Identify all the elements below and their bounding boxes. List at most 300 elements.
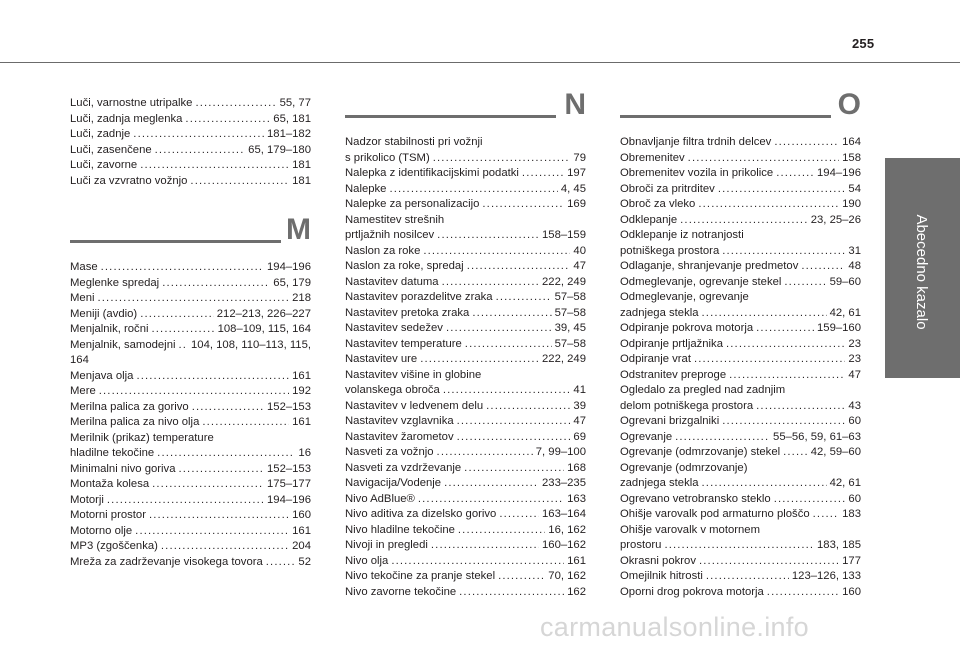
dot-leader bbox=[442, 275, 539, 291]
index-entry bbox=[345, 244, 586, 260]
index-entry bbox=[345, 197, 586, 213]
index-column-3 bbox=[620, 88, 861, 600]
dot-leader bbox=[98, 291, 290, 307]
index-entry bbox=[345, 445, 586, 461]
index-entry-term: Omejilnik hitrosti bbox=[620, 570, 703, 582]
index-entry-pages: 160 bbox=[292, 509, 311, 521]
index-entry-pages: 69 bbox=[573, 430, 586, 443]
index-entry bbox=[620, 507, 861, 523]
dot-leader bbox=[101, 260, 264, 276]
index-entry-pages: 158 bbox=[842, 151, 861, 164]
index-entry-pages: 65, 181 bbox=[273, 112, 311, 125]
index-entry-term: zadnjega stekla bbox=[620, 477, 699, 489]
dot-leader bbox=[694, 352, 845, 368]
index-entry-first-line: Odklepanje iz notranjosti bbox=[620, 229, 744, 241]
index-entry-pages: 65, 179–180 bbox=[248, 143, 311, 156]
index-entry-pages: 54 bbox=[848, 182, 861, 195]
dot-leader bbox=[190, 174, 289, 190]
index-entry-term: Nivo olja bbox=[345, 554, 389, 567]
index-entry bbox=[620, 259, 861, 275]
dot-leader bbox=[457, 414, 571, 430]
index-entry bbox=[70, 524, 311, 540]
index-entry-term: Ogrevanje (odmrzovanje) stekel bbox=[620, 446, 781, 458]
index-entry-term: Ogrevano vetrobransko steklo bbox=[620, 492, 771, 505]
dot-leader bbox=[202, 415, 289, 431]
index-entry bbox=[70, 539, 311, 555]
dot-leader bbox=[195, 96, 276, 112]
index-entry bbox=[70, 158, 311, 174]
dot-leader bbox=[722, 244, 845, 260]
index-entry-term: Ohišje varovalk pod armaturno ploščo bbox=[620, 508, 810, 520]
index-entry-pages: 159–160 bbox=[817, 322, 861, 334]
index-entry bbox=[345, 213, 586, 244]
index-entry bbox=[70, 260, 311, 276]
index-entry bbox=[345, 321, 586, 337]
index-entry-pages: 16, 162 bbox=[548, 523, 586, 536]
dot-leader bbox=[266, 555, 296, 571]
dot-leader bbox=[698, 197, 839, 213]
index-entry-pages: 175–177 bbox=[267, 478, 311, 490]
index-entry-pages: 52 bbox=[298, 555, 311, 568]
index-entry-term: Okrasni pokrov bbox=[620, 554, 696, 567]
index-entry-pages: 23, 25–26 bbox=[810, 213, 861, 226]
index-entry bbox=[620, 383, 861, 414]
dot-leader bbox=[420, 352, 539, 368]
index-column-1 bbox=[70, 96, 311, 570]
dot-leader bbox=[813, 507, 840, 523]
index-entry-pages: 212–213, 226–227 bbox=[216, 307, 311, 320]
index-entry-term: Mreža za zadrževanje visokega tovora bbox=[70, 555, 263, 568]
dot-leader bbox=[767, 585, 839, 601]
index-entry-term: Odpiranje vrat bbox=[620, 353, 691, 365]
index-entry-term: Nastavitev sedežev bbox=[345, 322, 443, 334]
index-entry-pages: 108–109, 115, 164 bbox=[217, 323, 311, 335]
index-entry-term: Meniji (avdio) bbox=[70, 307, 138, 320]
index-entry-term: Motorni prostor bbox=[70, 509, 146, 521]
index-entry bbox=[70, 143, 311, 159]
index-entry bbox=[345, 306, 586, 322]
index-entry bbox=[70, 174, 311, 190]
dot-leader bbox=[756, 321, 814, 337]
index-entry-pages: 161 bbox=[292, 416, 311, 428]
index-entry bbox=[345, 476, 586, 492]
dot-leader bbox=[133, 127, 264, 143]
dot-leader bbox=[99, 384, 289, 400]
dot-leader bbox=[465, 337, 552, 353]
index-entry-pages: 162 bbox=[567, 585, 586, 598]
dot-leader bbox=[776, 166, 814, 182]
index-entry-term: Nastavitev datuma bbox=[345, 275, 439, 288]
index-entry-term: Oporni drog pokrova motorja bbox=[620, 585, 764, 598]
dot-leader bbox=[443, 383, 571, 399]
index-entry-term: Merilna palica za gorivo bbox=[70, 400, 189, 413]
index-entry bbox=[345, 135, 586, 166]
dot-leader bbox=[185, 112, 270, 128]
dot-leader bbox=[472, 306, 551, 322]
index-entry-pages: 60 bbox=[848, 415, 861, 427]
index-entry-pages: 16 bbox=[298, 447, 311, 459]
dot-leader bbox=[135, 524, 289, 540]
index-entry-term: Montaža kolesa bbox=[70, 478, 150, 490]
dot-leader bbox=[431, 538, 539, 554]
index-entry-term: Menjalnik, samodejni bbox=[70, 338, 176, 351]
dot-leader bbox=[152, 477, 264, 493]
index-entry-pages: 70, 162 bbox=[548, 570, 586, 582]
dot-leader bbox=[702, 476, 827, 492]
index-entry-first-line: Namestitev strešnih bbox=[345, 213, 445, 226]
index-entry-term: Menjalnik, ročni bbox=[70, 323, 149, 335]
index-entry-pages: 39 bbox=[573, 399, 586, 412]
dot-leader bbox=[423, 244, 570, 260]
index-entry-term: Nastavitev žarometov bbox=[345, 430, 454, 443]
index-entry-term: Odpiranje pokrova motorja bbox=[620, 322, 754, 334]
index-entry-pages: 7, 99–100 bbox=[535, 446, 586, 458]
index-entry-pages: 65, 179 bbox=[273, 276, 311, 289]
index-entry bbox=[620, 151, 861, 167]
index-entry-pages: 57–58 bbox=[554, 337, 586, 350]
index-entry-pages: 161 bbox=[292, 369, 311, 382]
index-entry-term: Obroči za pritrditev bbox=[620, 182, 715, 195]
index-entry-pages: 192 bbox=[292, 385, 311, 397]
index-entry bbox=[70, 508, 311, 524]
index-entry-term: Naslon za roke bbox=[345, 244, 421, 257]
index-entry-pages: 47 bbox=[573, 260, 586, 272]
index-entry-term: Luči, zadnje bbox=[70, 128, 131, 140]
index-entry bbox=[70, 384, 311, 400]
index-entry-pages: 31 bbox=[848, 244, 861, 257]
index-entry-pages: 43 bbox=[848, 399, 861, 412]
index-entry-pages: 42, 61 bbox=[829, 477, 861, 489]
index-entry-pages: 163 bbox=[567, 492, 586, 505]
dot-leader bbox=[498, 569, 545, 585]
index-entry-term: delom potniškega prostora bbox=[620, 399, 754, 412]
index-entry-first-line: Merilnik (prikaz) temperature bbox=[70, 431, 214, 444]
index-entry-pages: 222, 249 bbox=[542, 353, 586, 365]
dot-leader bbox=[464, 461, 564, 477]
index-entry-first-line: Ogrevanje (odmrzovanje) bbox=[620, 461, 748, 474]
index-entry-term: Obremenitev bbox=[620, 151, 685, 164]
index-entry-pages: 59–60 bbox=[829, 275, 861, 288]
dot-leader bbox=[140, 307, 214, 323]
index-entry-pages: 183, 185 bbox=[817, 539, 861, 551]
dot-leader bbox=[467, 259, 571, 275]
page-number: 255 bbox=[852, 36, 875, 51]
index-entry bbox=[70, 112, 311, 128]
index-entry bbox=[620, 182, 861, 198]
index-entry-term: volanskega obroča bbox=[345, 384, 440, 396]
index-entry-pages: 55–56, 59, 61–63 bbox=[773, 430, 861, 443]
index-entry bbox=[620, 275, 861, 291]
index-entry-pages: 123–126, 133 bbox=[791, 570, 861, 582]
index-entry bbox=[620, 290, 861, 321]
index-entry-term: Nivo hladilne tekočine bbox=[345, 523, 455, 536]
dot-leader bbox=[801, 259, 845, 275]
index-group-o bbox=[620, 88, 861, 600]
index-entry-term: Navigacija/Vodenje bbox=[345, 477, 442, 489]
index-entry-first-line: Nadzor stabilnosti pri vožnji bbox=[345, 136, 483, 148]
dot-leader bbox=[756, 399, 845, 415]
index-entry-term: Naslon za roke, spredaj bbox=[345, 260, 464, 272]
letter-header-letter: O bbox=[837, 88, 861, 121]
dot-leader bbox=[418, 492, 564, 508]
index-entry-term: Nasveti za vzdrževanje bbox=[345, 461, 462, 474]
index-entry-term: zadnjega stekla bbox=[620, 306, 699, 319]
index-entry-pages: 160 bbox=[842, 585, 861, 598]
index-entry bbox=[70, 291, 311, 307]
index-entry-pages: 39, 45 bbox=[554, 322, 586, 334]
dot-leader bbox=[459, 585, 564, 601]
index-entry-pages: 55, 77 bbox=[279, 97, 311, 109]
index-entry-term: Nivo zavorne tekočine bbox=[345, 585, 457, 598]
dot-leader bbox=[706, 569, 789, 585]
index-entry bbox=[70, 493, 311, 509]
index-entry-term: Nalepka z identifikacijskimi podatki bbox=[345, 167, 519, 179]
index-entry-term: Luči, zadnja meglenka bbox=[70, 112, 183, 125]
index-entry bbox=[620, 430, 861, 446]
index-entry bbox=[345, 182, 586, 198]
dot-leader bbox=[699, 554, 839, 570]
index-entry bbox=[345, 538, 586, 554]
index-entry bbox=[345, 368, 586, 399]
index-entry-term: Meglenke spredaj bbox=[70, 276, 160, 289]
index-entry bbox=[620, 414, 861, 430]
index-entry-term: Meni bbox=[70, 292, 95, 304]
index-entry bbox=[620, 368, 861, 384]
index-entry-pages: 163–164 bbox=[542, 508, 586, 520]
dot-leader bbox=[151, 322, 214, 338]
index-entry-term: Nastavitev ure bbox=[345, 353, 418, 365]
index-entry-pages: 181 bbox=[292, 159, 311, 171]
index-entry-pages: 164 bbox=[842, 136, 861, 148]
index-entry-term: Merilna palica za nivo olja bbox=[70, 416, 200, 428]
dot-leader bbox=[444, 476, 539, 492]
dot-leader bbox=[389, 182, 557, 198]
dot-leader bbox=[496, 290, 552, 306]
index-entry-pages: 181 bbox=[292, 174, 311, 187]
index-entry-term: Nasveti za vožnjo bbox=[345, 446, 434, 458]
index-entry bbox=[345, 569, 586, 585]
dot-leader bbox=[680, 213, 808, 229]
dot-leader bbox=[179, 338, 189, 354]
index-entry bbox=[620, 213, 861, 229]
index-entry-pages: 181–182 bbox=[267, 128, 311, 140]
index-entry-pages: 42, 59–60 bbox=[810, 446, 861, 458]
letter-header bbox=[70, 213, 311, 258]
dot-leader bbox=[192, 400, 264, 416]
dot-leader bbox=[155, 143, 246, 159]
index-group-l bbox=[70, 96, 311, 189]
dot-leader bbox=[522, 166, 564, 182]
index-entry-pages: 152–153 bbox=[267, 462, 311, 475]
dot-leader bbox=[774, 135, 839, 151]
letter-header-rule bbox=[70, 240, 281, 243]
index-entry-pages: 222, 249 bbox=[542, 275, 586, 288]
index-entry-pages: 23 bbox=[848, 353, 861, 365]
index-entry bbox=[620, 228, 861, 259]
dot-leader bbox=[437, 228, 539, 244]
index-entry bbox=[345, 492, 586, 508]
index-entry-term: Nivoji in pregledi bbox=[345, 539, 428, 551]
dot-leader bbox=[107, 493, 264, 509]
index-entry-term: Ogrevanje bbox=[620, 430, 673, 443]
index-entry bbox=[345, 523, 586, 539]
index-entry bbox=[345, 275, 586, 291]
letter-header-rule bbox=[345, 115, 556, 118]
index-entry-term: Nivo tekočine za pranje stekel bbox=[345, 570, 496, 582]
index-entry-pages: 168 bbox=[567, 461, 586, 474]
index-entry-pages-continued: 164 bbox=[70, 354, 89, 366]
index-entry-term: Nivo aditiva za dizelsko gorivo bbox=[345, 508, 497, 520]
dot-leader bbox=[157, 446, 295, 462]
dot-leader bbox=[140, 158, 289, 174]
dot-leader bbox=[136, 369, 289, 385]
index-entry bbox=[345, 290, 586, 306]
dot-leader bbox=[161, 539, 289, 555]
index-entry-pages: 152–153 bbox=[267, 400, 311, 413]
index-entry-pages: 204 bbox=[292, 540, 311, 552]
index-entry bbox=[70, 400, 311, 416]
section-tab-label: Abecedno kazalo bbox=[913, 214, 930, 330]
index-entry bbox=[345, 414, 586, 430]
index-entry-term: Odlaganje, shranjevanje predmetov bbox=[620, 260, 799, 272]
index-entry-pages: 194–196 bbox=[267, 261, 311, 273]
index-entry-pages: 190 bbox=[842, 198, 861, 210]
index-entry bbox=[70, 555, 311, 571]
index-entry-term: Luči, zasenčene bbox=[70, 143, 152, 156]
index-entry-term: Motorji bbox=[70, 493, 104, 506]
index-entry bbox=[70, 127, 311, 143]
index-entry bbox=[345, 399, 586, 415]
index-entry-pages: 47 bbox=[848, 368, 861, 381]
index-entry bbox=[345, 352, 586, 368]
watermark: carmanualsonline.info bbox=[540, 612, 809, 642]
index-entry bbox=[70, 322, 311, 338]
dot-leader bbox=[437, 445, 533, 461]
index-entry-term: Minimalni nivo goriva bbox=[70, 462, 176, 475]
index-entry bbox=[345, 461, 586, 477]
index-entry-term: Mase bbox=[70, 261, 98, 273]
index-entry-pages: 57–58 bbox=[554, 291, 586, 303]
index-entry-term: prtljažnih nosilcev bbox=[345, 229, 435, 241]
index-entry bbox=[620, 197, 861, 213]
index-entry-term: Odklepanje bbox=[620, 213, 678, 226]
index-entry-first-line: Ogledalo za pregled nad zadnjim bbox=[620, 384, 786, 396]
index-entry bbox=[620, 554, 861, 570]
letter-header bbox=[345, 88, 586, 133]
index-entry bbox=[345, 430, 586, 446]
index-entry bbox=[620, 445, 861, 461]
index-entry-pages: 218 bbox=[292, 292, 311, 304]
index-entry-pages: 42, 61 bbox=[829, 306, 861, 319]
index-entry-pages: 161 bbox=[292, 524, 311, 537]
index-entry-pages: 169 bbox=[567, 198, 586, 210]
index-entry-pages: 194–196 bbox=[267, 493, 311, 506]
index-entry-pages: 40 bbox=[573, 244, 586, 257]
letter-header-letter: M bbox=[286, 213, 311, 246]
index-entry-pages: 194–196 bbox=[817, 167, 861, 179]
index-entry-pages: 104, 108, 110–113, 115, bbox=[191, 338, 311, 351]
index-entry-pages: 47 bbox=[573, 415, 586, 427]
dot-leader bbox=[499, 507, 539, 523]
index-entry-term: Nastavitev v ledvenem delu bbox=[345, 399, 484, 412]
dot-leader bbox=[486, 399, 570, 415]
index-entry-first-line: Odmeglevanje, ogrevanje bbox=[620, 291, 749, 303]
dot-leader bbox=[729, 368, 845, 384]
index-entry bbox=[620, 569, 861, 585]
index-entry bbox=[620, 166, 861, 182]
index-group-m bbox=[70, 213, 311, 570]
letter-header-rule bbox=[620, 115, 831, 118]
index-entry bbox=[70, 96, 311, 112]
index-entry-pages: 197 bbox=[567, 167, 586, 179]
index-entry-term: Odstranitev preproge bbox=[620, 368, 727, 381]
index-entry-term: Nastavitev pretoka zraka bbox=[345, 306, 470, 319]
index-entry-term: Luči, zavorne bbox=[70, 159, 138, 171]
index-entry-term: Ogrevani brizgalniki bbox=[620, 415, 720, 427]
dot-leader bbox=[688, 151, 839, 167]
index-entry-term: Nastavitev vzglavnika bbox=[345, 415, 454, 427]
index-entry-pages: 160–162 bbox=[542, 539, 586, 551]
index-entry-pages: 177 bbox=[842, 554, 861, 567]
index-entry-pages: 23 bbox=[848, 337, 861, 350]
index-entry bbox=[620, 492, 861, 508]
index-entry bbox=[620, 585, 861, 601]
dot-leader bbox=[726, 337, 845, 353]
index-entry-term: Motorno olje bbox=[70, 524, 133, 537]
dot-leader bbox=[457, 430, 571, 446]
index-entry-pages: 183 bbox=[842, 508, 861, 520]
index-entry bbox=[620, 135, 861, 151]
index-entry bbox=[70, 338, 311, 369]
index-entry-term: hladilne tekočine bbox=[70, 447, 155, 459]
index-entry-term: Nalepke bbox=[345, 182, 387, 195]
dot-leader bbox=[162, 276, 270, 292]
index-entry bbox=[345, 585, 586, 601]
dot-leader bbox=[718, 182, 846, 198]
index-entry bbox=[70, 415, 311, 431]
index-entry-pages: 4, 45 bbox=[560, 182, 586, 195]
index-entry bbox=[620, 337, 861, 353]
index-entry-pages: 48 bbox=[848, 260, 861, 272]
index-entry bbox=[345, 337, 586, 353]
dot-leader bbox=[391, 554, 564, 570]
index-entry-pages: 233–235 bbox=[542, 477, 586, 489]
index-entry-term: potniškega prostora bbox=[620, 244, 720, 257]
index-entry bbox=[345, 554, 586, 570]
index-entry bbox=[70, 477, 311, 493]
index-entry bbox=[70, 431, 311, 462]
dot-leader bbox=[783, 445, 808, 461]
dot-leader bbox=[178, 462, 264, 478]
index-entry-term: prostoru bbox=[620, 539, 662, 551]
letter-header bbox=[620, 88, 861, 133]
index-entry bbox=[345, 259, 586, 275]
index-group-n bbox=[345, 88, 586, 600]
index-entry-term: s prikolico (TSM) bbox=[345, 151, 430, 164]
index-entry-term: Nalepke za personalizacijo bbox=[345, 198, 480, 210]
index-entry-term: Obroč za vleko bbox=[620, 198, 696, 210]
letter-header-letter: N bbox=[564, 88, 586, 121]
dot-leader bbox=[664, 538, 814, 554]
top-divider bbox=[0, 62, 960, 63]
dot-leader bbox=[702, 306, 827, 322]
index-entry-first-line: Ohišje varovalk v motornem bbox=[620, 523, 761, 536]
dot-leader bbox=[675, 430, 770, 446]
index-entry-term: Luči za vzvratno vožnjo bbox=[70, 174, 188, 187]
index-entry bbox=[70, 276, 311, 292]
index-entry-term: Nastavitev porazdelitve zraka bbox=[345, 291, 493, 303]
dot-leader bbox=[458, 523, 545, 539]
